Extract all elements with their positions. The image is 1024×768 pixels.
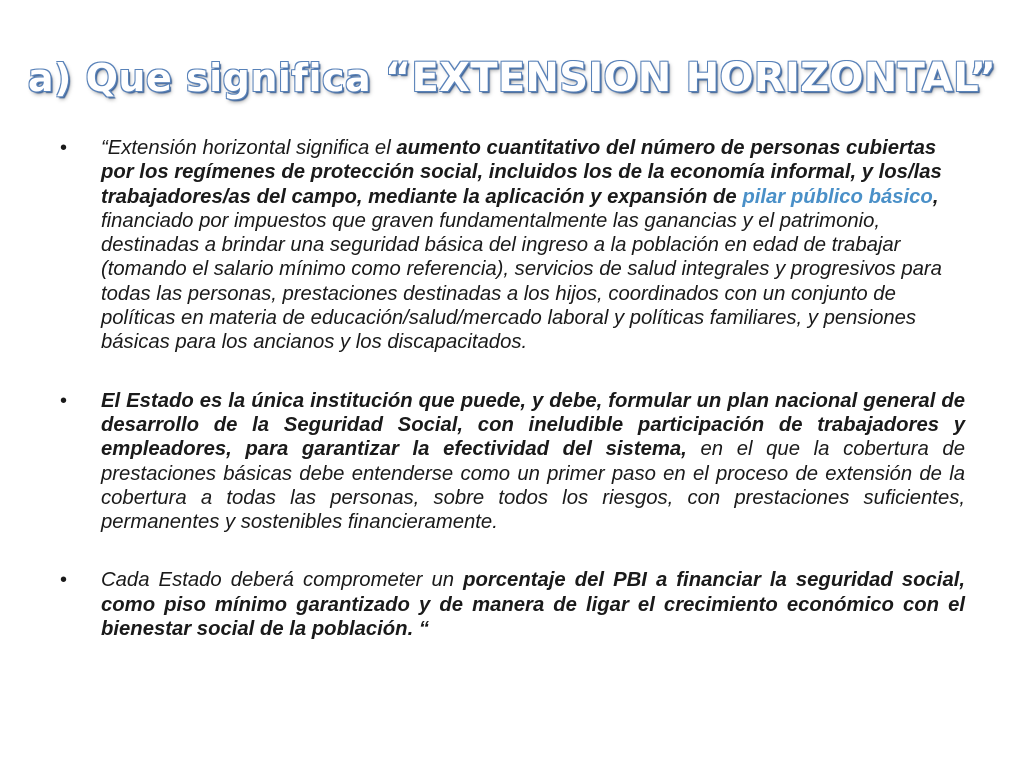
bullet-item-2 <box>60 389 965 535</box>
bullet-2-segment-2: en el que la cobertura de prestaciones básicas debe entenderse como un primer paso en el proceso de extensión de la cobertura a todas las personas, sobre todos los riesgos, con prestaciones suficientes, permanentes y sostenibles financieramente. <box>101 438 965 534</box>
bullet-item-1 <box>60 136 965 355</box>
slide-title <box>0 50 1024 106</box>
title-prefix: a) Que significa <box>27 56 385 100</box>
bullet-text-2 <box>101 389 965 535</box>
bullet-1-segment-1: “Extensión horizontal significa el <box>101 137 397 159</box>
title-emphasis: “EXTENSION HORIZONTAL” <box>384 55 997 101</box>
bullet-3-segment-2: porcentaje del PBI a financiar la seguridad social, como piso mínimo garantizado y de manera de ligar el crecimiento económico con el bienestar social de la población. “ <box>101 569 965 641</box>
bullet-1-highlight-pilar: pilar público básico <box>742 185 933 208</box>
bullet-2-segment-1: El Estado es la única institución que puede, y debe, formular un plan nacional general de desarrollo de la Seguridad Social, con ineludible participación de trabajadores y empleadores, para garantizar la efectividad del sistema, <box>101 389 965 461</box>
bullet-dot-icon: • <box>60 389 68 412</box>
bullet-text-1 <box>101 136 965 355</box>
bullet-dot-icon: • <box>60 137 68 159</box>
bullet-item-3 <box>60 568 965 641</box>
bullet-1-segment-2: aumento cuantitativo del número de personas cubiertas por los regímenes de protección social, incluidos los de la economía informal, y los/las trabajadores/as del campo, mediante la aplicación y expansión de <box>101 137 942 208</box>
bullet-3-segment-1: Cada Estado deberá comprometer un <box>101 569 464 592</box>
bullet-1-segment-4: , <box>932 185 939 208</box>
slide-content <box>60 136 965 675</box>
bullet-1-segment-5: financiado por impuestos que graven fundamentalmente las ganancias y el patrimonio, destinadas a brindar una seguridad básica del ingreso a la población en edad de trabajar (tomando el salario mínimo como referencia), servicios de salud integrales y progresivos para todas las personas, prestaciones destinadas a los hijos, coordinados con un conjunto de políticas en materia de educación/salud/mercado laboral y políticas familiares, y pensiones básicas para los ancianos y los discapacitados. <box>101 209 942 354</box>
bullet-dot-icon: • <box>60 569 68 592</box>
bullet-text-3 <box>101 568 965 641</box>
